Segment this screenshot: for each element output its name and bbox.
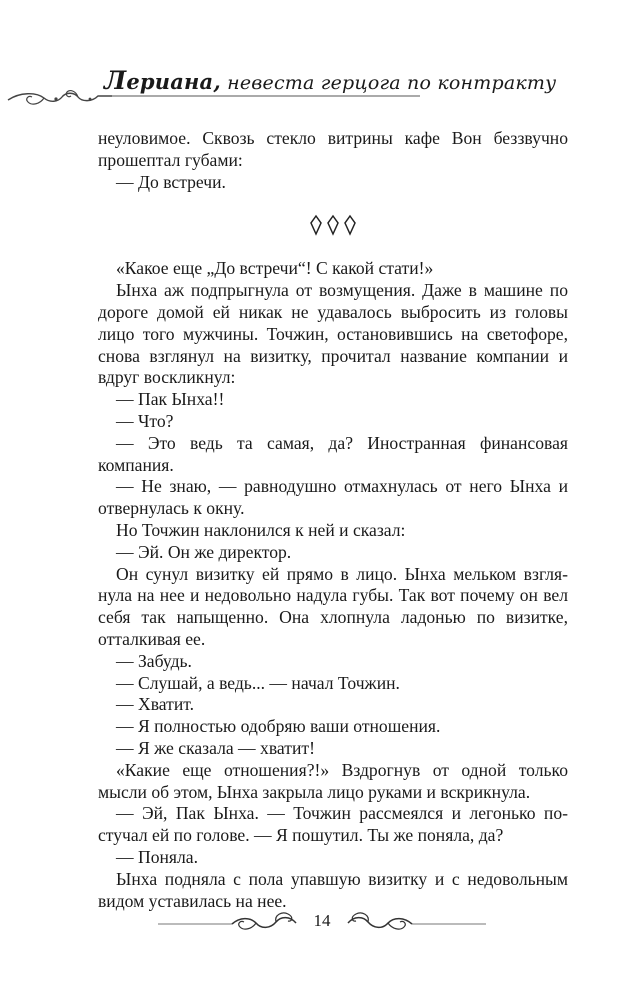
paragraph: «Какое еще „До встречи“! С какой стати!» <box>116 258 434 279</box>
page-footer <box>0 905 644 955</box>
page-number: 14 <box>304 911 340 931</box>
paragraph: — Хватит. <box>116 694 194 715</box>
section-separator <box>98 193 568 258</box>
paragraph: «Какие еще отношения?!» Вздрогнув от одной только мысли об этом, Ынха закрыла лицо руками и вскрикнула. <box>98 759 568 802</box>
paragraph: — Что? <box>116 410 174 431</box>
body-text <box>98 128 568 912</box>
paragraph: — Это ведь та самая, да? Иностранная финансовая компания. <box>98 432 568 475</box>
paragraph: — До встречи. <box>116 171 226 192</box>
paragraph: Но Точжин наклонился к ней и сказал: <box>116 519 406 540</box>
header-title-rest: невеста герцога по контракту <box>220 72 557 94</box>
paragraph: — Эй, Пак Ынха. — Точжин рассмеялся и легонько постучал ей по голове. — Я пошутил. Ты же поняла, да? <box>98 803 568 846</box>
paragraph: — Я же сказала — хватит! <box>116 737 315 758</box>
three-diamonds-icon <box>308 214 358 236</box>
paragraph: Он сунул визитку ей прямо в лицо. Ынха мельком взглянула на нее и недовольно надула губы. Так вот почему он вел себя так напыщенно. Она хлопнула ладонью по визитке, отталкивая ее. <box>98 563 568 649</box>
paragraph: — Слушай, а ведь... — начал Точжин. <box>116 672 400 693</box>
header-title-name: ериана, <box>126 69 221 94</box>
paragraph: — Я полностью одобряю ваши отношения. <box>116 716 441 737</box>
paragraph: — Эй. Он же директор. <box>116 541 292 562</box>
paragraph: — Не знаю, — равнодушно отмахнулась от него Ынха и отвернулась к окну. <box>98 476 568 519</box>
paragraph: Ынха подняла с пола упавшую визитку и с недовольным видом уставилась на нее. <box>98 868 568 911</box>
header-title <box>104 66 556 95</box>
paragraph: неуловимое. Сквозь стекло витрины кафе Вон беззвучно прошептал губами: <box>98 128 568 170</box>
paragraph: — Поняла. <box>116 846 198 867</box>
paragraph: — Забудь. <box>116 650 192 671</box>
running-header <box>0 52 644 112</box>
paragraph: Ынха аж подпрыгнула от возмущения. Даже в машине по дороге домой ей никак не удавалось выбросить из головы лицо того мужчины. Точжин, остановившись на светофоре, снова взглянул на визитку, прочитал название компании и вдруг воскликнул: <box>98 280 568 388</box>
paragraph: — Пак Ынха!! <box>116 389 225 410</box>
header-title-initial: Л <box>104 66 127 95</box>
